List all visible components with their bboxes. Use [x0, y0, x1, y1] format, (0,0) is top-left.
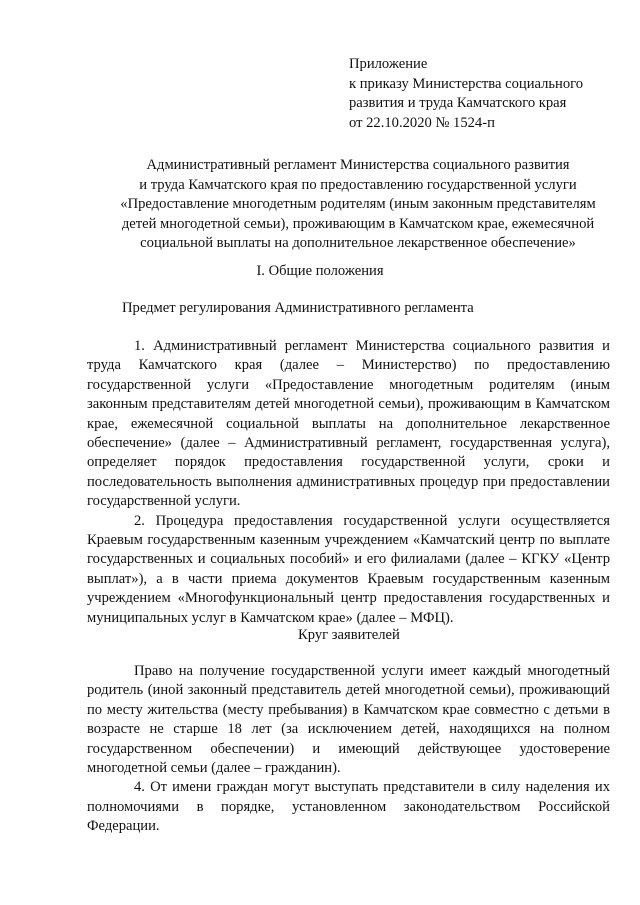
paragraph: 2. Процедура предоставления государственной услуги осуществляется Краевым государственным казенным учреждением «Камчатский центр по выплате государственных и социальных пособий» и его филиалами (далее – КГКУ «Центр выплат»), а в части приема документов Краевым государственным казенным учреждением «Многофункциональный центр предоставления государственных и муниципальных услуг в Камчатском крае» (далее – МФЦ).: [87, 512, 610, 626]
title-line: Административный регламент Министерства социального развития: [146, 157, 570, 173]
title-line: социальной выплаты на дополнительное лекарственное обеспечение»: [140, 235, 576, 251]
section2-body: [87, 662, 610, 837]
appendix-line: к приказу Министерства социального: [349, 75, 584, 92]
document-title: [88, 156, 628, 254]
appendix-line: развития и труда Камчатского края: [349, 95, 567, 111]
appendix-line: Приложение: [349, 56, 428, 72]
section-subheading: Круг заявителей: [298, 627, 400, 643]
appendix-block: [349, 55, 619, 133]
paragraph: 4. От имени граждан могут выступать представители в силу наделения их полномочиями в порядке, установленном законодательством Российской Федерации.: [87, 779, 610, 835]
title-line: детей многодетной семьи), проживающим в Камчатском крае, ежемесячной: [121, 215, 595, 232]
paragraph: 1. Административный регламент Министерства социального развития и труда Камчатского края (далее – Министерство) по предоставлению государственной услуги «Предоставление многодетным родителям (иным законным представителям детей многодетной семьи), проживающим в Камчатском крае, ежемесячной социальной выплаты на дополнительное лекарственное обеспечение» (далее – Административный регламент, государственная услуга), определяет порядок предоставления государственной услуги, сроки и последовательность выполнения административных процедур при предоставлении государственной услуги.: [87, 338, 610, 510]
title-line: и труда Камчатского края по предоставлению государственной услуги: [139, 176, 577, 193]
paragraph: Право на получение государственной услуги имеет каждый многодетный родитель (иной законный представитель детей многодетной семьи), проживающий по месту жительства (месту пребывания) в Камчатском крае совместно с детьми в возрасте не старше 18 лет (за исключением детей, находящихся на полном государственном обеспечении) и имеющий действующее удостоверение многодетной семьи (далее – гражданин).: [87, 663, 610, 777]
appendix-line: от 22.10.2020 № 1524-п: [349, 114, 495, 131]
section-heading: I. Общие положения: [256, 263, 384, 279]
title-line: «Предоставление многодетным родителям (иным законным представителям: [120, 196, 596, 212]
section1-body: [87, 337, 610, 628]
section-subheading: Предмет регулирования Административного регламента: [122, 300, 474, 316]
